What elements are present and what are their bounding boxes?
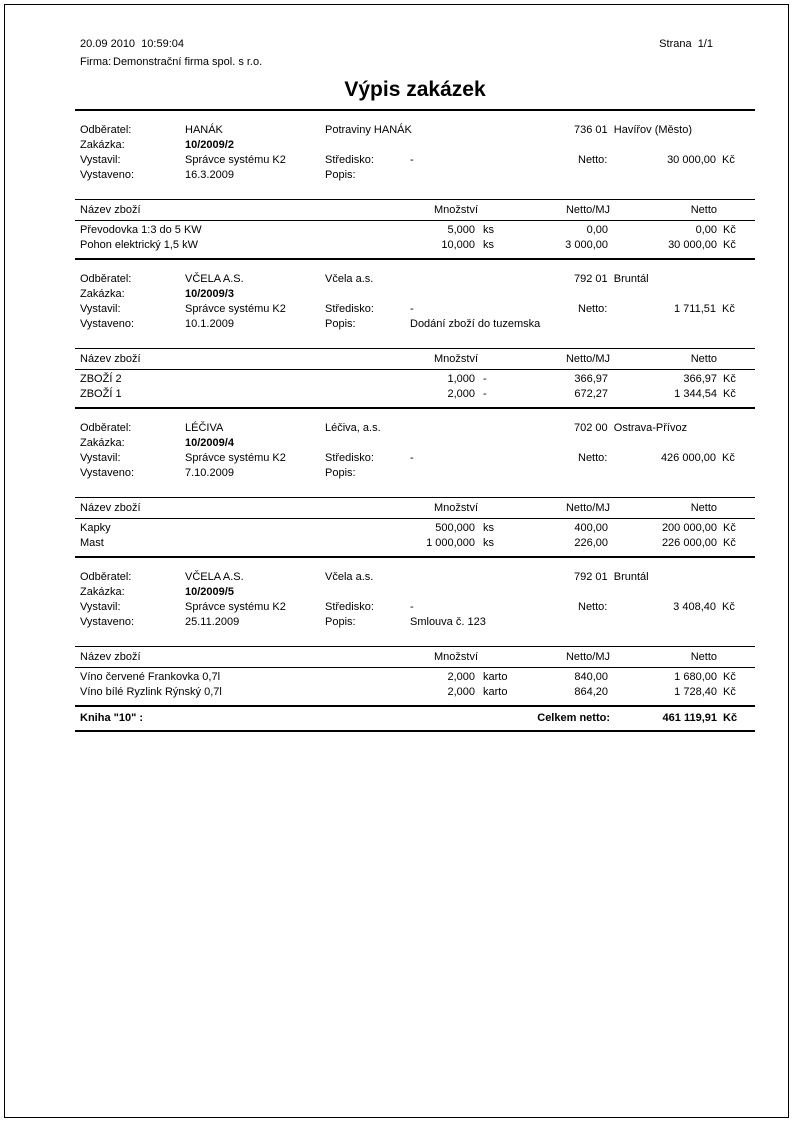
item-unit: ks xyxy=(483,522,494,534)
order-info xyxy=(75,124,755,184)
item-row xyxy=(75,686,755,701)
customer-code: HANÁK xyxy=(185,124,223,136)
items-header-netto: Netto xyxy=(690,204,717,216)
issued-label: Vystaveno: xyxy=(80,616,135,628)
order-number-row xyxy=(75,288,755,303)
item-netto: 1 728,40 xyxy=(674,686,717,698)
customer-label: Odběratel: xyxy=(80,571,132,583)
item-quantity: 2,000 xyxy=(447,686,475,698)
cost-centre-value: - xyxy=(410,452,414,464)
order-info xyxy=(75,422,755,482)
order-number: 10/2009/4 xyxy=(185,437,234,449)
item-currency: Kč xyxy=(723,224,736,236)
netto-currency: Kč xyxy=(722,154,735,166)
title-divider xyxy=(75,109,755,111)
items-header-row xyxy=(75,497,755,519)
description-label: Popis: xyxy=(325,467,356,479)
description-label: Popis: xyxy=(325,169,356,181)
netto-label: Netto: xyxy=(578,601,608,613)
cost-centre-value: - xyxy=(410,154,414,166)
customer-zip-city: 792 01 Bruntál xyxy=(574,273,649,285)
customer-code: VČELA A.S. xyxy=(185,273,244,285)
cost-centre-label: Středisko: xyxy=(325,154,374,166)
order-number: 10/2009/5 xyxy=(185,586,234,598)
netto-value: 3 408,40 xyxy=(673,601,716,613)
item-quantity: 2,000 xyxy=(447,388,475,400)
customer-row xyxy=(75,571,755,586)
item-netto: 226 000,00 xyxy=(661,537,717,549)
item-row xyxy=(75,388,755,403)
item-netto: 1 344,54 xyxy=(674,388,717,400)
items-header-quantity: Množství xyxy=(433,502,478,514)
item-quantity: 5,000 xyxy=(447,224,475,236)
item-currency: Kč xyxy=(723,671,736,683)
item-name: ZBOŽÍ 2 xyxy=(80,373,122,385)
items-body xyxy=(75,370,755,403)
item-name: ZBOŽÍ 1 xyxy=(80,388,122,400)
cost-centre-value: - xyxy=(410,303,414,315)
item-netto-mj: 840,00 xyxy=(574,671,608,683)
items-header-netto-mj: Netto/MJ xyxy=(565,204,610,216)
order-block xyxy=(75,571,755,705)
total-currency: Kč xyxy=(723,712,738,724)
cost-centre-label: Středisko: xyxy=(325,601,374,613)
order-number: 10/2009/2 xyxy=(185,139,234,151)
item-name: Víno bílé Ryzlink Rýnský 0,7l xyxy=(80,686,222,698)
items-header-name: Název zboží xyxy=(80,353,141,365)
item-currency: Kč xyxy=(723,373,736,385)
items-header-netto: Netto xyxy=(690,651,717,663)
items-header-name: Název zboží xyxy=(80,502,141,514)
item-netto: 1 680,00 xyxy=(674,671,717,683)
issuer-name: Správce systému K2 xyxy=(185,303,286,315)
description-value: Dodání zboží do tuzemska xyxy=(410,318,541,330)
item-netto: 366,97 xyxy=(683,373,717,385)
issued-date-row xyxy=(75,169,755,184)
items-header-netto: Netto xyxy=(690,353,717,365)
netto-currency: Kč xyxy=(722,601,735,613)
item-netto-mj: 226,00 xyxy=(574,537,608,549)
item-unit: ks xyxy=(483,537,494,549)
items-body xyxy=(75,668,755,701)
issuer-name: Správce systému K2 xyxy=(185,601,286,613)
order-block xyxy=(75,422,755,558)
issued-date: 7.10.2009 xyxy=(185,467,234,479)
customer-label: Odběratel: xyxy=(80,422,132,434)
item-netto-mj: 366,97 xyxy=(574,373,608,385)
description-label: Popis: xyxy=(325,318,356,330)
items-table xyxy=(75,348,755,409)
items-header-netto-mj: Netto/MJ xyxy=(565,502,610,514)
items-body xyxy=(75,221,755,254)
order-label: Zakázka: xyxy=(80,139,125,151)
item-currency: Kč xyxy=(723,686,736,698)
page-number: Strana 1/1 xyxy=(659,38,713,50)
issuer-row xyxy=(75,154,755,169)
item-netto-mj: 672,27 xyxy=(574,388,608,400)
items-header-quantity: Množství xyxy=(433,204,478,216)
item-unit: ks xyxy=(483,224,494,236)
item-netto-mj: 864,20 xyxy=(574,686,608,698)
issued-date-row xyxy=(75,616,755,631)
book-label: Kniha "10" : xyxy=(80,712,143,724)
items-header-quantity: Množství xyxy=(433,651,478,663)
netto-value: 1 711,51 xyxy=(673,303,716,315)
order-label: Zakázka: xyxy=(80,288,125,300)
customer-code: LÉČIVA xyxy=(185,422,224,434)
order-label: Zakázka: xyxy=(80,586,125,598)
issuer-name: Správce systému K2 xyxy=(185,452,286,464)
item-row xyxy=(75,671,755,686)
item-unit: karto xyxy=(483,686,508,698)
customer-code: VČELA A.S. xyxy=(185,571,244,583)
item-name: Převodovka 1:3 do 5 KW xyxy=(80,224,202,236)
items-header-row xyxy=(75,199,755,221)
order-label: Zakázka: xyxy=(80,437,125,449)
item-name: Víno červené Frankovka 0,7l xyxy=(80,671,221,683)
items-header-row xyxy=(75,348,755,370)
item-name: Pohon elektrický 1,5 kW xyxy=(80,239,198,251)
issuer-label: Vystavil: xyxy=(80,601,121,613)
customer-row xyxy=(75,422,755,437)
print-datetime: 20.09 2010 10:59:04 xyxy=(80,38,184,50)
item-row xyxy=(75,239,755,254)
issued-date: 25.11.2009 xyxy=(185,616,240,628)
item-row xyxy=(75,537,755,552)
item-netto-mj: 400,00 xyxy=(574,522,608,534)
customer-label: Odběratel: xyxy=(80,124,132,136)
item-netto-mj: 0,00 xyxy=(586,224,608,236)
order-info xyxy=(75,571,755,631)
order-block xyxy=(75,273,755,409)
issuer-label: Vystavil: xyxy=(80,452,121,464)
issued-label: Vystaveno: xyxy=(80,318,135,330)
item-row xyxy=(75,522,755,537)
description-value: Smlouva č. 123 xyxy=(410,616,486,628)
customer-row xyxy=(75,124,755,139)
report-page xyxy=(75,0,755,732)
customer-name: Potraviny HANÁK xyxy=(325,124,412,136)
issuer-row xyxy=(75,303,755,318)
customer-name: Včela a.s. xyxy=(325,571,374,583)
items-table xyxy=(75,646,755,705)
order-number-row xyxy=(75,139,755,154)
total-label: Celkem netto: xyxy=(537,712,610,724)
items-header-netto-mj: Netto/MJ xyxy=(565,353,610,365)
issuer-label: Vystavil: xyxy=(80,154,121,166)
item-currency: Kč xyxy=(723,522,736,534)
description-label: Popis: xyxy=(325,616,356,628)
items-header-name: Název zboží xyxy=(80,204,141,216)
issued-label: Vystaveno: xyxy=(80,169,135,181)
order-number: 10/2009/3 xyxy=(185,288,234,300)
items-body xyxy=(75,519,755,552)
items-table xyxy=(75,199,755,260)
item-unit: karto xyxy=(483,671,508,683)
item-netto-mj: 3 000,00 xyxy=(565,239,608,251)
item-unit: - xyxy=(483,373,487,385)
issued-date: 16.3.2009 xyxy=(185,169,234,181)
items-header-netto: Netto xyxy=(690,502,717,514)
cost-centre-label: Středisko: xyxy=(325,452,374,464)
issuer-name: Správce systému K2 xyxy=(185,154,286,166)
total-value: 461 119,91 xyxy=(662,712,717,724)
item-netto: 30 000,00 xyxy=(668,239,717,251)
netto-value: 426 000,00 xyxy=(660,452,716,464)
item-currency: Kč xyxy=(723,239,736,251)
order-info xyxy=(75,273,755,333)
issuer-label: Vystavil: xyxy=(80,303,121,315)
item-name: Mast xyxy=(80,537,104,549)
items-header-netto-mj: Netto/MJ xyxy=(565,651,610,663)
customer-zip-city: 702 00 Ostrava-Přívoz xyxy=(574,422,688,434)
orders xyxy=(75,124,755,705)
issued-date-row xyxy=(75,467,755,482)
netto-value: 30 000,00 xyxy=(667,154,716,166)
report-title: Výpis zakázek xyxy=(344,78,486,101)
netto-currency: Kč xyxy=(722,303,735,315)
item-currency: Kč xyxy=(723,388,736,400)
cost-centre-value: - xyxy=(410,601,414,613)
netto-label: Netto: xyxy=(578,452,608,464)
item-netto: 200 000,00 xyxy=(661,522,717,534)
netto-currency: Kč xyxy=(722,452,735,464)
customer-row xyxy=(75,273,755,288)
report-header-row xyxy=(75,38,755,53)
customer-name: Včela a.s. xyxy=(325,273,374,285)
item-quantity: 1 000,000 xyxy=(426,537,475,549)
item-name: Kapky xyxy=(80,522,111,534)
order-number-row xyxy=(75,586,755,601)
item-netto: 0,00 xyxy=(695,224,717,236)
item-unit: - xyxy=(483,388,487,400)
items-header-row xyxy=(75,646,755,668)
issuer-row xyxy=(75,452,755,467)
firm-row xyxy=(75,56,755,71)
item-unit: ks xyxy=(483,239,494,251)
firm-name: Demonstrační firma spol. s r.o. xyxy=(113,56,263,68)
customer-name: Léčiva, a.s. xyxy=(325,422,381,434)
issued-label: Vystaveno: xyxy=(80,467,135,479)
firm-label: Firma: xyxy=(80,56,112,68)
order-block xyxy=(75,124,755,260)
issued-date-row xyxy=(75,318,755,333)
items-header-quantity: Množství xyxy=(433,353,478,365)
customer-zip-city: 792 01 Bruntál xyxy=(574,571,649,583)
item-row xyxy=(75,224,755,239)
issuer-row xyxy=(75,601,755,616)
customer-zip-city: 736 01 Havířov (Město) xyxy=(574,124,692,136)
item-quantity: 1,000 xyxy=(447,373,475,385)
cost-centre-label: Středisko: xyxy=(325,303,374,315)
item-quantity: 500,000 xyxy=(435,522,475,534)
items-table xyxy=(75,497,755,558)
item-quantity: 2,000 xyxy=(447,671,475,683)
item-quantity: 10,000 xyxy=(441,239,475,251)
item-row xyxy=(75,373,755,388)
issued-date: 10.1.2009 xyxy=(185,318,234,330)
total-row xyxy=(75,705,755,732)
netto-label: Netto: xyxy=(578,303,608,315)
customer-label: Odběratel: xyxy=(80,273,132,285)
items-header-name: Název zboží xyxy=(80,651,141,663)
item-currency: Kč xyxy=(723,537,736,549)
netto-label: Netto: xyxy=(578,154,608,166)
order-number-row xyxy=(75,437,755,452)
